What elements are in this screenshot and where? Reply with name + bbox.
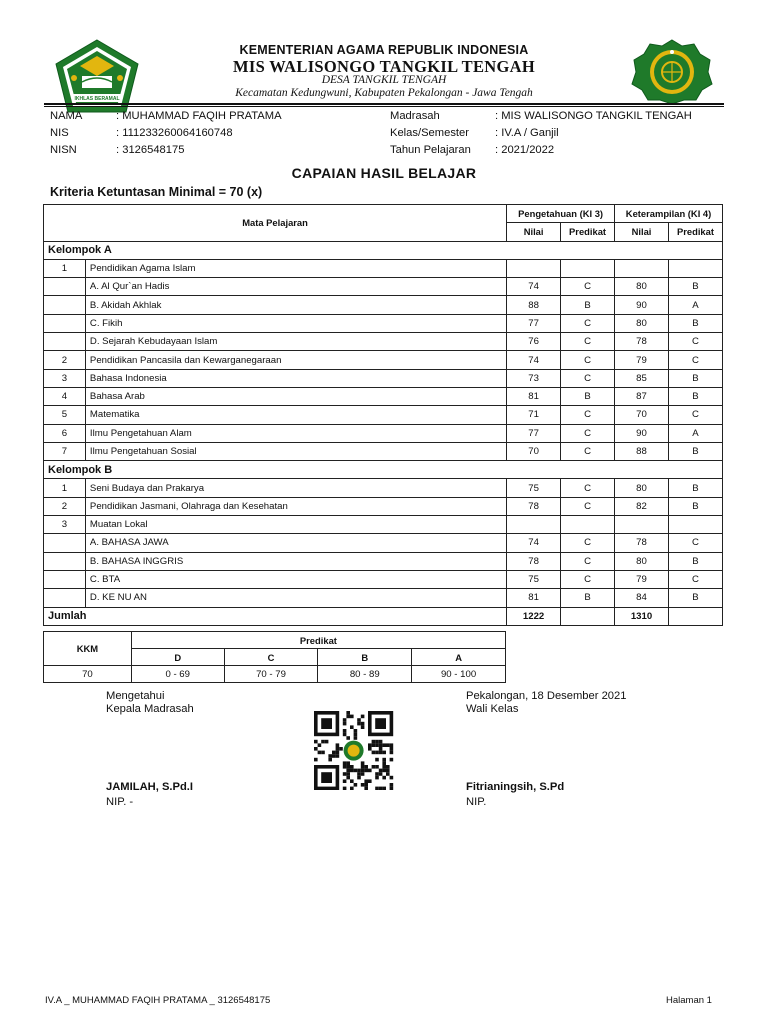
jumlah-label: Jumlah [44, 607, 507, 625]
grade-ki3: C [561, 406, 615, 424]
info-label: Kelas/Semester [390, 127, 469, 139]
grade-ki3: C [561, 497, 615, 515]
subject-name: Bahasa Arab [85, 387, 506, 405]
grade-ki4: B [668, 479, 722, 497]
row-number: 3 [44, 516, 86, 534]
score-ki3: 76 [507, 333, 561, 351]
subject-name: B. Akidah Akhlak [85, 296, 506, 314]
grade-ki3: C [561, 534, 615, 552]
score-ki3: 88 [507, 296, 561, 314]
table-row [44, 278, 723, 296]
table-row [44, 534, 723, 552]
grade-ki4: B [668, 442, 722, 460]
score-ki4: 80 [615, 314, 669, 332]
school-name: MIS WALISONGO TANGKIL TENGAH [233, 57, 535, 76]
grade-ki4: B [668, 552, 722, 570]
score-ki4: 87 [615, 387, 669, 405]
table-row [44, 552, 723, 570]
table-row [44, 570, 723, 588]
score-ki4: 79 [615, 570, 669, 588]
info-label: Madrasah [390, 110, 440, 122]
table-row [44, 406, 723, 424]
header-ki4: Keterampilan (KI 4) [615, 205, 723, 223]
group-a-label: Kelompok A [44, 241, 723, 259]
grade-ki3: C [561, 552, 615, 570]
scale-kkm-header: KKM [44, 632, 132, 666]
subject-name: Pendidikan Jasmani, Olahraga dan Kesehatan [85, 497, 506, 515]
table-row [44, 351, 723, 369]
row-number: 4 [44, 387, 86, 405]
grade-ki3 [561, 516, 615, 534]
table-row [44, 442, 723, 460]
row-number [44, 333, 86, 351]
grade-ki3: B [561, 296, 615, 314]
headmaster-name: JAMILAH, S.Pd.I [106, 781, 194, 793]
row-number: 2 [44, 351, 86, 369]
score-ki4 [615, 259, 669, 277]
grade-ki3: C [561, 278, 615, 296]
grade-ki4: B [668, 278, 722, 296]
score-ki3: 70 [507, 442, 561, 460]
subject-name: Pendidikan Agama Islam [85, 259, 506, 277]
headmaster-title-2: Kepala Madrasah [106, 703, 194, 715]
score-ki3: 81 [507, 387, 561, 405]
jumlah-empty [668, 607, 722, 625]
subject-name: Seni Budaya dan Prakarya [85, 479, 506, 497]
row-number: 7 [44, 442, 86, 460]
sign-place-date: Pekalongan, 18 Desember 2021 [466, 690, 627, 702]
score-ki3: 77 [507, 314, 561, 332]
row-number [44, 314, 86, 332]
student-info-left [50, 108, 282, 159]
row-number: 6 [44, 424, 86, 442]
score-ki4: 78 [615, 333, 669, 351]
row-number: 5 [44, 406, 86, 424]
grading-scale-table [43, 631, 506, 683]
row-number [44, 589, 86, 607]
info-value: : MIS WALISONGO TANGKIL TENGAH [495, 110, 692, 122]
info-label: NIS [50, 127, 69, 139]
row-number: 2 [44, 497, 86, 515]
grade-ki4: B [668, 314, 722, 332]
grade-ki4: C [668, 351, 722, 369]
header-nilai: Nilai [615, 223, 669, 241]
score-ki3: 75 [507, 479, 561, 497]
grade-ki3: C [561, 314, 615, 332]
grade-ki3 [561, 259, 615, 277]
subject-name: B. BAHASA INGGRIS [85, 552, 506, 570]
school-address: Kecamatan Kedungwuni, Kabupaten Pekalongan - Jawa Tengah [235, 87, 533, 99]
row-number [44, 296, 86, 314]
scale-grade: B [318, 649, 412, 666]
table-row [44, 333, 723, 351]
score-ki4: 88 [615, 442, 669, 460]
header-predikat: Predikat [561, 223, 615, 241]
subject-name: C. BTA [85, 570, 506, 588]
grade-ki4: B [668, 497, 722, 515]
header-predikat: Predikat [668, 223, 722, 241]
score-ki3: 74 [507, 278, 561, 296]
table-row [44, 516, 723, 534]
table-row [44, 589, 723, 607]
madrasah-emblem [630, 38, 714, 106]
score-ki4: 82 [615, 497, 669, 515]
teacher-nip: NIP. [466, 796, 487, 808]
score-ki4: 78 [615, 534, 669, 552]
score-ki4: 80 [615, 278, 669, 296]
info-value: : 2021/2022 [495, 144, 555, 156]
subject-name: A. BAHASA JAWA [85, 534, 506, 552]
info-value: : 111233260064160748 [116, 127, 233, 139]
subject-name: Matematika [85, 406, 506, 424]
table-row [44, 497, 723, 515]
row-number: 3 [44, 369, 86, 387]
scale-grade: C [224, 649, 318, 666]
row-number [44, 534, 86, 552]
score-ki3: 74 [507, 351, 561, 369]
grade-ki3: B [561, 589, 615, 607]
score-ki4 [615, 516, 669, 534]
score-ki3 [507, 259, 561, 277]
header-divider-thin [44, 106, 724, 107]
jumlah-ki3: 1222 [507, 607, 561, 625]
teacher-name: Fitrianingsih, S.Pd [466, 781, 565, 793]
grade-ki3: C [561, 424, 615, 442]
grade-ki4: B [668, 387, 722, 405]
score-ki4: 79 [615, 351, 669, 369]
scale-grade: A [412, 649, 506, 666]
info-value: : MUHAMMAD FAQIH PRATAMA [116, 110, 282, 122]
footer-page-number: Halaman 1 [666, 995, 712, 1006]
kkm-criteria: Kriteria Ketuntasan Minimal = 70 (x) [50, 185, 263, 199]
score-ki3: 78 [507, 552, 561, 570]
row-number [44, 552, 86, 570]
subject-name: C. Fikih [85, 314, 506, 332]
score-ki3: 77 [507, 424, 561, 442]
jumlah-ki4: 1310 [615, 607, 669, 625]
score-ki4: 90 [615, 424, 669, 442]
grade-ki3: C [561, 442, 615, 460]
village-name: DESA TANGKIL TENGAH [321, 74, 447, 86]
score-ki4: 84 [615, 589, 669, 607]
subject-name: D. Sejarah Kebudayaan Islam [85, 333, 506, 351]
teacher-title: Wali Kelas [466, 703, 519, 715]
table-row [44, 259, 723, 277]
info-label: NISN [50, 144, 77, 156]
page-title: CAPAIAN HASIL BELAJAR [291, 165, 477, 181]
grade-ki4: B [668, 369, 722, 387]
scale-range: 80 - 89 [318, 666, 412, 683]
headmaster-nip: NIP. - [106, 796, 134, 808]
grades-table [43, 204, 723, 626]
grade-ki3: C [561, 479, 615, 497]
score-ki3: 81 [507, 589, 561, 607]
subject-name: Pendidikan Pancasila dan Kewarganegaraan [85, 351, 506, 369]
score-ki3: 74 [507, 534, 561, 552]
score-ki3: 73 [507, 369, 561, 387]
ministry-name: KEMENTERIAN AGAMA REPUBLIK INDONESIA [239, 43, 529, 57]
footer-document-id: IV.A _ MUHAMMAD FAQIH PRATAMA _ 3126548175 [45, 995, 271, 1006]
grade-ki4: A [668, 424, 722, 442]
table-row [44, 424, 723, 442]
table-row [44, 387, 723, 405]
info-value: : IV.A / Ganjil [495, 127, 559, 139]
grade-ki4: B [668, 589, 722, 607]
subject-name: A. Al Qur`an Hadis [85, 278, 506, 296]
info-label: NAMA [50, 110, 83, 122]
table-row [44, 314, 723, 332]
grade-ki3: C [561, 351, 615, 369]
grade-ki4 [668, 259, 722, 277]
subject-name: D. KE NU AN [85, 589, 506, 607]
score-ki3 [507, 516, 561, 534]
score-ki4: 90 [615, 296, 669, 314]
qr-code [305, 710, 403, 790]
row-number: 1 [44, 259, 86, 277]
grade-ki3: C [561, 333, 615, 351]
grade-ki3: C [561, 369, 615, 387]
group-b-label: Kelompok B [44, 461, 723, 479]
grade-ki4: C [668, 333, 722, 351]
subject-name: Ilmu Pengetahuan Alam [85, 424, 506, 442]
table-row [44, 369, 723, 387]
header-ki3: Pengetahuan (KI 3) [507, 205, 615, 223]
score-ki4: 70 [615, 406, 669, 424]
score-ki4: 85 [615, 369, 669, 387]
grade-ki4: A [668, 296, 722, 314]
score-ki3: 71 [507, 406, 561, 424]
headmaster-title-1: Mengetahui [106, 690, 165, 702]
table-row [44, 479, 723, 497]
grade-ki3: C [561, 570, 615, 588]
row-number [44, 278, 86, 296]
row-number: 1 [44, 479, 86, 497]
grade-ki4: C [668, 570, 722, 588]
jumlah-empty [561, 607, 615, 625]
row-number [44, 570, 86, 588]
scale-grade: D [131, 649, 224, 666]
info-value: : 3126548175 [116, 144, 185, 156]
scale-range: 0 - 69 [131, 666, 224, 683]
info-label: Tahun Pelajaran [390, 144, 471, 156]
scale-predikat-header: Predikat [131, 632, 505, 649]
grade-ki4: C [668, 406, 722, 424]
header-divider [44, 103, 724, 105]
subject-name: Muatan Lokal [85, 516, 506, 534]
header-subject: Mata Pelajaran [44, 205, 507, 242]
grade-ki4 [668, 516, 722, 534]
subject-name: Ilmu Pengetahuan Sosial [85, 442, 506, 460]
scale-range: 70 - 79 [224, 666, 318, 683]
header-nilai: Nilai [507, 223, 561, 241]
scale-range: 90 - 100 [412, 666, 506, 683]
score-ki3: 78 [507, 497, 561, 515]
grade-ki3: B [561, 387, 615, 405]
logo-motto: IKHLAS BERAMAL [74, 96, 120, 102]
student-info-right [390, 108, 692, 159]
score-ki4: 80 [615, 479, 669, 497]
grade-ki4: C [668, 534, 722, 552]
score-ki3: 75 [507, 570, 561, 588]
subject-name: Bahasa Indonesia [85, 369, 506, 387]
scale-kkm-value: 70 [44, 666, 132, 683]
table-row [44, 296, 723, 314]
score-ki4: 80 [615, 552, 669, 570]
